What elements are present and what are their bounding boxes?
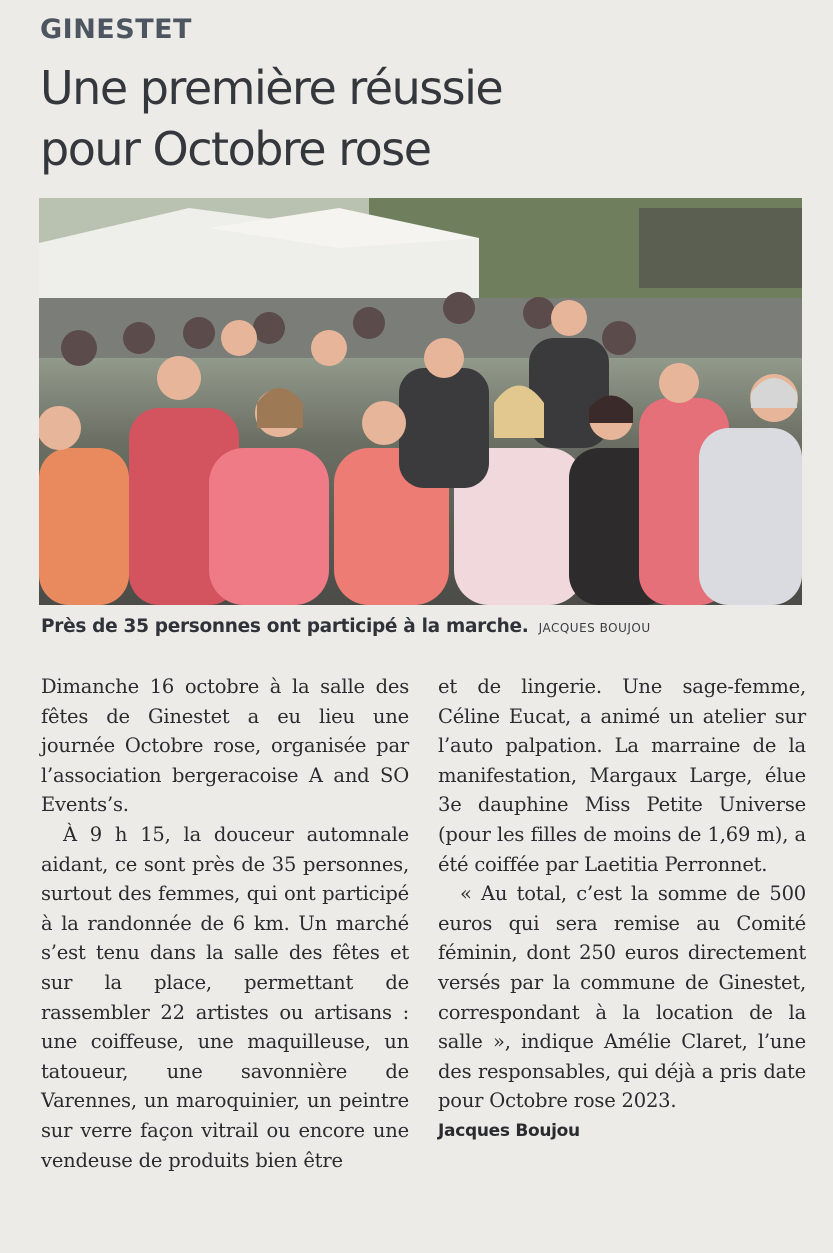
photo-caption	[41, 616, 806, 637]
headline-line-1: Une première réussie	[40, 61, 503, 115]
group-photo-illustration	[39, 198, 802, 605]
article-column-1	[41, 672, 409, 1175]
article-paragraph: et de lingerie. Une sage-femme, Céline Eucat, a animé un atelier sur l’auto palpation. La marraine de la manifestation, Margaux Large, élue 3e dauphine Miss Petite Universe (pour les filles de moins de 1,69 m), a été coiffée par Laetitia Perronnet.	[438, 675, 806, 876]
author-signature: Jacques Boujou	[438, 1120, 580, 1141]
photo-credit: JACQUES BOUJOU	[538, 621, 651, 635]
article-paragraph: Dimanche 16 octobre à la salle des fêtes de Ginestet a eu lieu une journée Octobre rose, organisée par l’association bergeracoise A and SO Events’s.	[41, 675, 409, 817]
group-photo	[39, 198, 802, 605]
article-paragraph: À 9 h 15, la douceur automnale aidant, ce sont près de 35 personnes, surtout des femmes, qui ont participé à la randonnée de 6 km. Un marché s’est tenu dans la salle des fêtes et sur la place, permettant de rassembler 22 artistes ou artisans : une coiffeuse, une maquilleuse, un tatoueur, une savonnière de Varennes, un maroquinier, un peintre sur verre façon vitrail ou encore une vendeuse de produits bien être	[41, 822, 409, 1172]
article-paragraph: « Au total, c’est la somme de 500 euros qui sera remise au Comité féminin, dont 250 euros directement versés par la commune de Ginestet, correspondant à la location de la salle », indique Amélie Claret, l’une des responsables, qui déjà a pris date pour Octobre rose 2023.	[438, 882, 806, 1113]
headline	[40, 58, 800, 180]
headline-line-2: pour Octobre rose	[40, 122, 431, 176]
caption-text: Près de 35 personnes ont participé à la marche.	[41, 616, 529, 637]
article-column-2	[438, 672, 806, 1147]
section-label: GINESTET	[40, 14, 192, 45]
